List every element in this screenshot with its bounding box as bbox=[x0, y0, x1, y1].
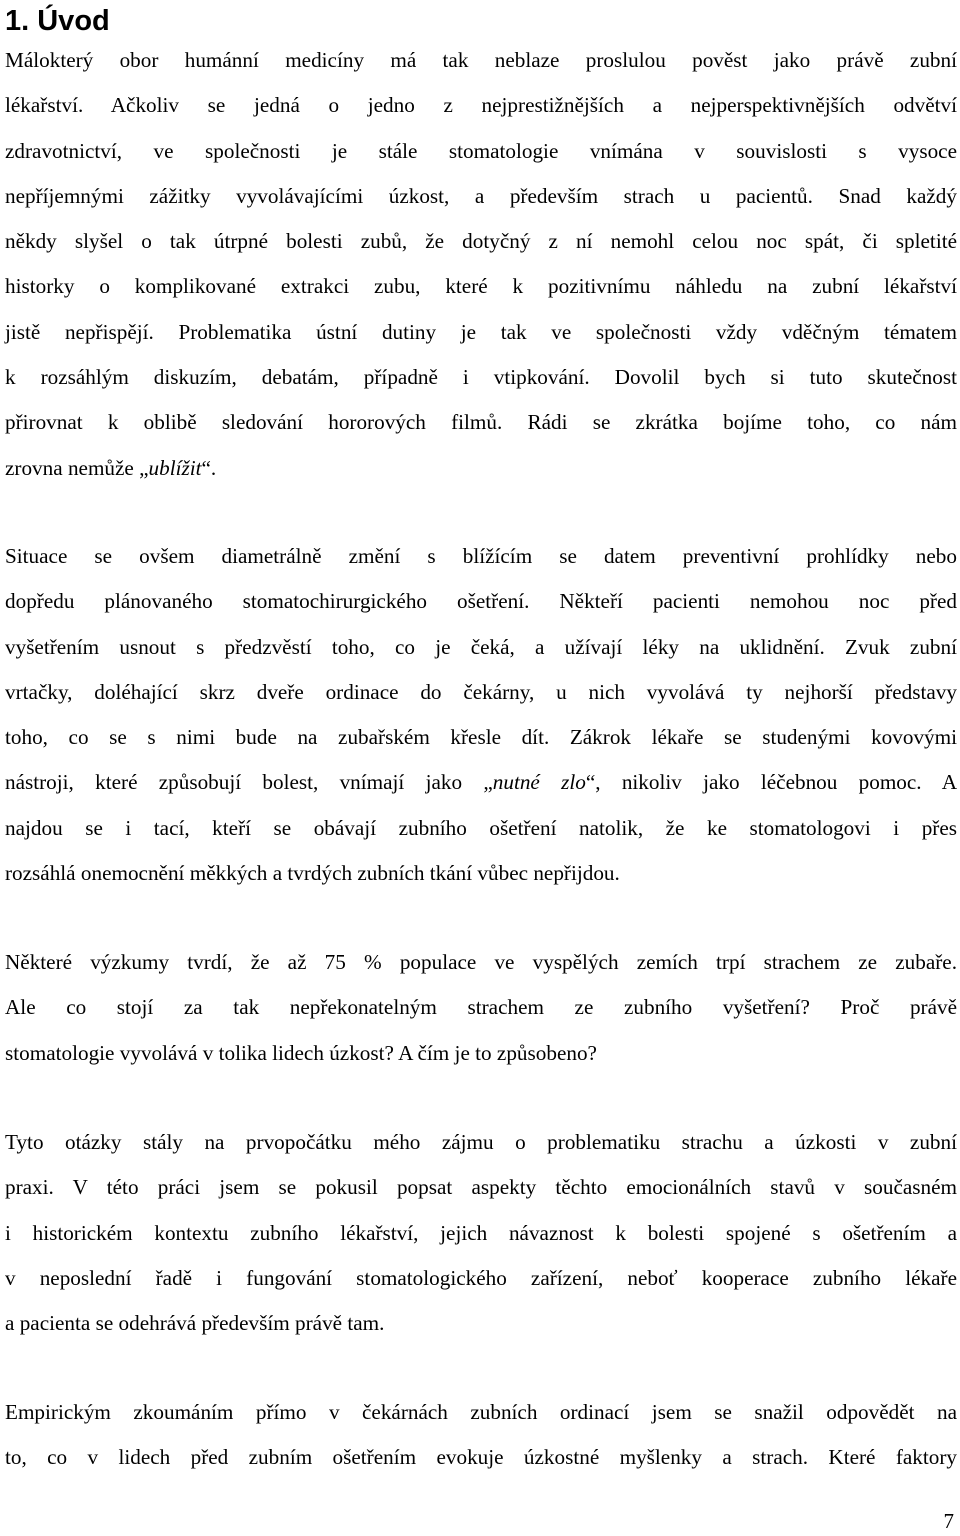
paragraph-research bbox=[5, 940, 957, 1076]
page-number: 7 bbox=[943, 1509, 954, 1533]
text-line: dopředu plánovaného stomatochirurgického ošetření. Někteří pacienti nemohou noc před bbox=[5, 589, 957, 614]
paragraph-intro bbox=[5, 38, 957, 491]
text-line: jistě nepřispějí. Problematika ústní dutiny je tak ve společnosti vždy vděčným tématem bbox=[5, 319, 957, 344]
text-line: nepříjemnými zážitky vyvolávajícími úzkost, a především strach u pacientů. Snad každý bbox=[5, 183, 957, 208]
text-line: najdou se i tací, kteří se obávají zubního ošetření natolik, že ke stomatologovi i přes bbox=[5, 815, 957, 840]
text-line: vrtačky, doléhající skrz dveře ordinace do čekárny, u nich vyvolává ty nejhorší představy bbox=[5, 679, 957, 704]
text-line: Situace se ovšem diametrálně změní s blížícím se datem preventivní prohlídky nebo bbox=[5, 544, 957, 568]
text-line: Tyto otázky stály na prvopočátku mého zájmu o problematiku strachu a úzkosti v zubní bbox=[5, 1130, 957, 1154]
text-line: vyšetřením usnout s předzvěstí toho, co je čeká, a užívají léky na uklidnění. Zvuk zubní bbox=[5, 634, 957, 659]
text-line: toho, co se s nimi bude na zubařském křesle dít. Zákrok lékaře se studenými kovovými bbox=[5, 725, 957, 750]
text-line bbox=[5, 446, 957, 491]
text-line: i historickém kontextu zubního lékařství, jejich návaznost k bolesti spojené s ošetřením a bbox=[5, 1220, 957, 1245]
emphasis-text: ublížit bbox=[148, 455, 202, 480]
text-line: Empirickým zkoumáním přímo v čekárnách zubních ordinací jsem se snažil odpovědět na bbox=[5, 1400, 957, 1424]
text-line: rozsáhlá onemocnění měkkých a tvrdých zubních tkání vůbec nepřijdou. bbox=[5, 861, 620, 886]
text-line: přirovnat k oblibě sledování hororových filmů. Rádi se zkrátka bojíme toho, co nám bbox=[5, 410, 957, 435]
text-fragment: zrovna nemůže „ bbox=[5, 455, 149, 480]
text-line: Málokterý obor humánní medicíny má tak neblaze proslulou pověst jako právě zubní bbox=[5, 48, 957, 72]
text-fragment: “. bbox=[201, 455, 217, 480]
paragraph-empirical bbox=[5, 1390, 957, 1481]
text-line bbox=[5, 760, 957, 805]
text-line: zdravotnictví, ve společnosti je stále stomatologie vnímána v souvislosti s vysoce bbox=[5, 138, 957, 163]
text-line: stomatologie vyvolává v tolika lidech úzkost? A čím je to způsobeno? bbox=[5, 1040, 597, 1065]
text-line: Ale co stojí za tak nepřekonatelným strachem ze zubního vyšetření? Proč právě bbox=[5, 995, 957, 1020]
text-line: někdy slyšel o tak útrpné bolesti zubů, že dotyčný z ní nemohl celou noc spát, či spletité bbox=[5, 229, 957, 254]
text-fragment: nástroji, které způsobují bolest, vnímají jako „ bbox=[5, 770, 493, 795]
section-heading: 1. Úvod bbox=[5, 5, 110, 37]
paragraph-situation bbox=[5, 534, 957, 896]
text-line: historky o komplikované extrakci zubu, které k pozitivnímu náhledu na zubní lékařství bbox=[5, 274, 957, 299]
text-line: Některé výzkumy tvrdí, že až 75 % populace ve vyspělých zemích trpí strachem ze zubaře. bbox=[5, 950, 957, 974]
paragraph-motivation bbox=[5, 1120, 957, 1346]
text-line: k rozsáhlým diskuzím, debatám, případně i vtipkování. Dovolil bych si tuto skutečnost bbox=[5, 365, 957, 390]
text-fragment: “, nikoliv jako léčebnou pomoc. A bbox=[585, 770, 957, 795]
text-line: lékařství. Ačkoliv se jedná o jedno z nejprestižnějších a nejperspektivnějších odvětví bbox=[5, 93, 957, 118]
text-line: to, co v lidech před zubním ošetřením evokuje úzkostné myšlenky a strach. Které faktory bbox=[5, 1445, 957, 1470]
text-line: a pacienta se odehrává především právě tam. bbox=[5, 1311, 385, 1336]
emphasis-text: nutné zlo bbox=[492, 770, 586, 795]
text-line: praxi. V této práci jsem se pokusil popsat aspekty těchto emocionálních stavů v současném bbox=[5, 1175, 957, 1200]
text-line: v neposlední řadě i fungování stomatologického zařízení, neboť kooperace zubního lékaře bbox=[5, 1265, 957, 1290]
